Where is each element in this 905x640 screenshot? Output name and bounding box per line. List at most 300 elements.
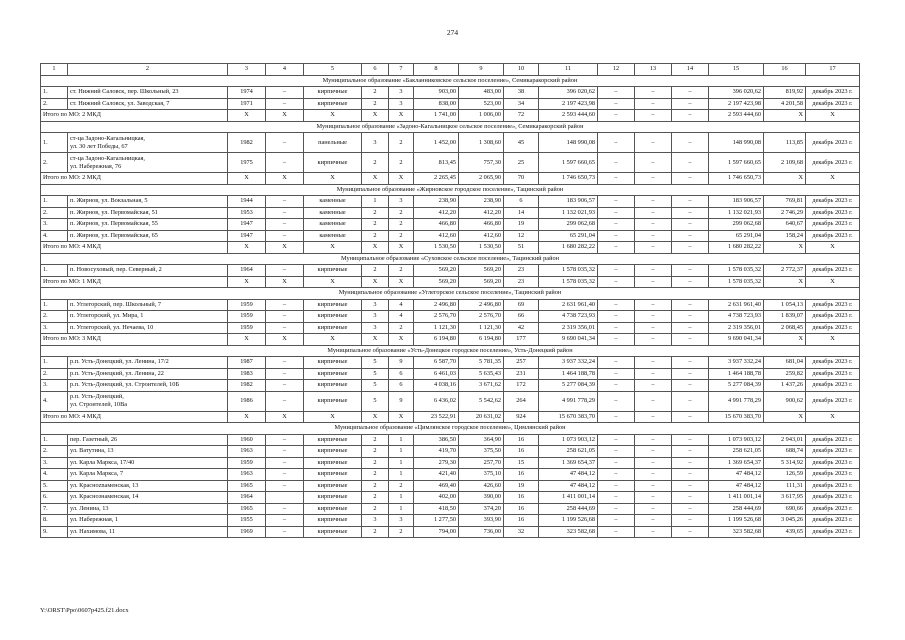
table-cell: 2. <box>41 446 68 458</box>
table-cell: – <box>598 492 635 504</box>
table-cell: 1 132 021,93 <box>709 207 764 219</box>
total-cell: X <box>362 242 389 254</box>
table-cell: 38 <box>504 87 539 99</box>
table-cell: 1947 <box>228 230 266 242</box>
table-cell: кирпичные <box>304 469 362 481</box>
table-cell: 3 937 332,24 <box>539 357 598 369</box>
total-cell: – <box>598 276 635 288</box>
column-number: 7 <box>389 64 414 76</box>
table-cell: 1 452,00 <box>414 133 459 153</box>
table-cell: 2 <box>389 230 414 242</box>
table-cell: 819,92 <box>764 87 806 99</box>
table-row <box>41 480 860 492</box>
total-cell: – <box>635 334 672 346</box>
table-cell: 2 <box>389 480 414 492</box>
table-cell: – <box>635 87 672 99</box>
table-cell: 412,60 <box>414 230 459 242</box>
table-cell: 19 <box>504 480 539 492</box>
table-cell: – <box>266 446 304 458</box>
table-cell: 42 <box>504 322 539 334</box>
total-cell: 1 006,00 <box>459 110 504 122</box>
table-cell: 1 369 654,37 <box>539 457 598 469</box>
table-cell: 183 906,57 <box>709 196 764 208</box>
table-cell: 8. <box>41 515 68 527</box>
table-cell: р.п. Усть-Донецкий, ул. Строителей, 10Б <box>68 380 228 392</box>
total-cell: X <box>389 411 414 423</box>
table-cell: 426,60 <box>459 480 504 492</box>
table-cell: 23 <box>504 265 539 277</box>
total-cell: 1 746 650,73 <box>539 173 598 185</box>
table-cell: 1983 <box>228 368 266 380</box>
table-cell: 2 <box>362 230 389 242</box>
table-cell: – <box>672 434 709 446</box>
table-cell: ст-ца Задоно-Кагальницкая, ул. Набережная, 76 <box>68 153 228 173</box>
table-cell: 1. <box>41 434 68 446</box>
table-cell: 364,90 <box>459 434 504 446</box>
table-cell: п. Углегорский, ул. Нечаева, 10 <box>68 322 228 334</box>
table-cell: п. Жирнов, ул. Вокзальная, 5 <box>68 196 228 208</box>
table-cell: 1959 <box>228 299 266 311</box>
table-cell: 1 369 654,37 <box>709 457 764 469</box>
table-cell: 47 484,12 <box>539 480 598 492</box>
table-cell: 5 277 084,39 <box>539 380 598 392</box>
table-cell: – <box>635 322 672 334</box>
table-cell: 279,30 <box>414 457 459 469</box>
table-cell: панельные <box>304 133 362 153</box>
total-cell: – <box>598 411 635 423</box>
table-cell: 1. <box>41 87 68 99</box>
total-cell: X <box>764 334 806 346</box>
total-cell: 15 670 383,70 <box>539 411 598 423</box>
total-cell: 70 <box>504 173 539 185</box>
table-cell: 3. <box>41 380 68 392</box>
section-title: Муниципальное образование «Углегорское сельское поселение», Тацинский район <box>41 288 860 300</box>
table-cell: 1955 <box>228 515 266 527</box>
table-cell: – <box>672 526 709 538</box>
table-cell: кирпичные <box>304 446 362 458</box>
table-cell: 9. <box>41 526 68 538</box>
table-cell: 1964 <box>228 265 266 277</box>
total-cell: X <box>389 242 414 254</box>
table-cell: – <box>672 98 709 110</box>
table-cell: кирпичные <box>304 515 362 527</box>
table-cell: 396 020,62 <box>709 87 764 99</box>
total-cell: 2 593 444,60 <box>539 110 598 122</box>
table-cell: 6. <box>41 492 68 504</box>
table-cell: 412,60 <box>459 230 504 242</box>
section-title: Муниципальное образование «Жирновское городское поселение», Тацинский район <box>41 184 860 196</box>
total-cell: – <box>598 173 635 185</box>
table-cell: 258 621,05 <box>539 446 598 458</box>
table-cell: 4 <box>389 311 414 323</box>
table-cell: 2 <box>389 265 414 277</box>
table-cell: 16 <box>504 446 539 458</box>
total-cell: 1 578 035,32 <box>539 276 598 288</box>
table-cell: 1 578 035,32 <box>539 265 598 277</box>
footer-file-path: Y:\ORST\Ppo\0607p425.f21.docx <box>40 607 129 614</box>
table-cell: – <box>635 457 672 469</box>
total-cell: X <box>266 242 304 254</box>
total-cell: 23 <box>504 276 539 288</box>
total-row <box>41 411 860 423</box>
table-cell: кирпичные <box>304 480 362 492</box>
table-cell: 2. <box>41 98 68 110</box>
section-title-row <box>41 253 860 265</box>
table-row <box>41 526 860 538</box>
table-cell: кирпичные <box>304 98 362 110</box>
table-cell: 412,20 <box>459 207 504 219</box>
table-cell: 3 <box>389 196 414 208</box>
table-cell: 1 121,30 <box>459 322 504 334</box>
table-cell: – <box>266 515 304 527</box>
table-cell: 1 199 526,68 <box>709 515 764 527</box>
column-number: 13 <box>635 64 672 76</box>
table-cell: 183 906,57 <box>539 196 598 208</box>
total-cell: 51 <box>504 242 539 254</box>
table-cell: 16 <box>504 469 539 481</box>
table-cell: 6 587,70 <box>414 357 459 369</box>
table-cell: 688,74 <box>764 446 806 458</box>
total-cell: X <box>304 411 362 423</box>
table-cell: 1959 <box>228 311 266 323</box>
table-cell: – <box>635 503 672 515</box>
table-cell: 9 <box>389 357 414 369</box>
table-cell: – <box>598 196 635 208</box>
table-cell: – <box>672 207 709 219</box>
table-cell: 5 <box>362 357 389 369</box>
total-cell: X <box>266 411 304 423</box>
table-cell: 2 496,80 <box>414 299 459 311</box>
table-cell: 1974 <box>228 87 266 99</box>
table-cell: 2 <box>362 434 389 446</box>
table-cell: 6 <box>504 196 539 208</box>
table-cell: 421,40 <box>414 469 459 481</box>
total-cell: X <box>764 173 806 185</box>
table-cell: 126,59 <box>764 469 806 481</box>
table-cell: п. Углегорский, пер. Школьный, 7 <box>68 299 228 311</box>
table-cell: 396 020,62 <box>539 87 598 99</box>
table-cell: 1964 <box>228 492 266 504</box>
table-cell: 2 772,37 <box>764 265 806 277</box>
table-cell: – <box>266 299 304 311</box>
table-cell: ул. Карла Маркса, 17/40 <box>68 457 228 469</box>
table-cell: 172 <box>504 380 539 392</box>
table-cell: кирпичные <box>304 391 362 411</box>
table-cell: 16 <box>504 434 539 446</box>
table-cell: декабрь 2023 г. <box>806 153 860 173</box>
table-cell: – <box>672 457 709 469</box>
section-title-row <box>41 423 860 435</box>
total-cell: – <box>672 411 709 423</box>
table-cell: 65 291,04 <box>709 230 764 242</box>
table-cell: 2 197 423,98 <box>709 98 764 110</box>
table-cell: – <box>635 515 672 527</box>
column-number: 8 <box>414 64 459 76</box>
total-cell: X <box>266 276 304 288</box>
total-cell: X <box>806 334 860 346</box>
table-cell: – <box>635 207 672 219</box>
table-cell: 402,00 <box>414 492 459 504</box>
table-cell: 2 496,80 <box>459 299 504 311</box>
total-cell: X <box>266 334 304 346</box>
table-cell: – <box>266 434 304 446</box>
total-cell: X <box>389 110 414 122</box>
table-cell: – <box>266 380 304 392</box>
table-cell: – <box>598 207 635 219</box>
section-title: Муниципальное образование «Бакланниковское сельское поселение», Семикаракорский район <box>41 75 860 87</box>
table-cell: 390,00 <box>459 492 504 504</box>
table-cell: кирпичные <box>304 153 362 173</box>
table-cell: – <box>266 219 304 231</box>
table-cell: 439,65 <box>764 526 806 538</box>
table-cell: – <box>266 357 304 369</box>
table-cell: 769,81 <box>764 196 806 208</box>
table-cell: 1987 <box>228 357 266 369</box>
table-cell: каменные <box>304 207 362 219</box>
table-cell: 4 991 778,29 <box>709 391 764 411</box>
table-cell: декабрь 2023 г. <box>806 380 860 392</box>
total-cell: X <box>304 110 362 122</box>
table-cell: 466,80 <box>459 219 504 231</box>
table-cell: 1 <box>389 469 414 481</box>
table-cell: – <box>672 87 709 99</box>
table-cell: – <box>598 526 635 538</box>
total-cell: X <box>228 411 266 423</box>
table-cell: – <box>672 480 709 492</box>
table-cell: – <box>598 153 635 173</box>
table-cell: 238,90 <box>414 196 459 208</box>
total-cell: – <box>635 173 672 185</box>
total-row <box>41 242 860 254</box>
table-cell: кирпичные <box>304 299 362 311</box>
table-cell: декабрь 2023 г. <box>806 133 860 153</box>
total-cell: X <box>806 411 860 423</box>
total-cell: – <box>672 334 709 346</box>
table-cell: п. Жирнов, ул. Первомайская, 65 <box>68 230 228 242</box>
total-cell: – <box>672 110 709 122</box>
table-cell: 3 <box>389 98 414 110</box>
table-cell: 2 319 356,01 <box>709 322 764 334</box>
table-cell: 259,82 <box>764 368 806 380</box>
total-cell: X <box>806 173 860 185</box>
column-number: 3 <box>228 64 266 76</box>
table-cell: 65 291,04 <box>539 230 598 242</box>
total-cell: X <box>266 173 304 185</box>
table-cell: 5 <box>362 368 389 380</box>
table-cell: 299 062,68 <box>709 219 764 231</box>
table-cell: 4. <box>41 469 68 481</box>
table-cell: 1 464 188,78 <box>539 368 598 380</box>
table-cell: – <box>266 469 304 481</box>
table-cell: декабрь 2023 г. <box>806 322 860 334</box>
table-cell: – <box>672 196 709 208</box>
table-cell: 47 484,12 <box>709 480 764 492</box>
table-cell: 14 <box>504 207 539 219</box>
table-cell: 736,00 <box>459 526 504 538</box>
table-row <box>41 368 860 380</box>
total-cell: X <box>362 276 389 288</box>
table-cell: декабрь 2023 г. <box>806 434 860 446</box>
total-cell: X <box>304 173 362 185</box>
table-cell: – <box>635 219 672 231</box>
table-cell: – <box>598 457 635 469</box>
table-row <box>41 469 860 481</box>
total-cell: X <box>389 334 414 346</box>
table-row <box>41 299 860 311</box>
table-cell: – <box>598 87 635 99</box>
column-number: 9 <box>459 64 504 76</box>
table-cell: декабрь 2023 г. <box>806 515 860 527</box>
table-cell: 1 411 001,14 <box>709 492 764 504</box>
table-cell: 2 <box>389 207 414 219</box>
table-cell: декабрь 2023 г. <box>806 299 860 311</box>
table-cell: 2 <box>362 98 389 110</box>
table-cell: 69 <box>504 299 539 311</box>
table-cell: 2 <box>362 87 389 99</box>
table-cell: 3 <box>389 515 414 527</box>
table-cell: – <box>266 153 304 173</box>
total-cell: X <box>764 411 806 423</box>
total-cell: 6 194,80 <box>414 334 459 346</box>
table-row <box>41 98 860 110</box>
total-cell: 9 690 041,34 <box>539 334 598 346</box>
table-cell: 1959 <box>228 457 266 469</box>
table-cell: 1 277,50 <box>414 515 459 527</box>
table-cell: 47 484,12 <box>709 469 764 481</box>
table-cell: ст-ца Задоно-Кагальницкая, ул. 30 лет Победы, 67 <box>68 133 228 153</box>
table-cell: 2 068,45 <box>764 322 806 334</box>
total-cell: – <box>598 110 635 122</box>
total-cell: – <box>672 173 709 185</box>
table-row <box>41 196 860 208</box>
total-row <box>41 173 860 185</box>
table-cell: 45 <box>504 133 539 153</box>
table-cell: 569,20 <box>459 265 504 277</box>
table-row <box>41 133 860 153</box>
table-cell: 2 631 961,40 <box>539 299 598 311</box>
section-title-row <box>41 288 860 300</box>
table-cell: 2 <box>389 526 414 538</box>
column-number: 14 <box>672 64 709 76</box>
table-cell: 32 <box>504 526 539 538</box>
table-cell: 2 <box>389 153 414 173</box>
table-cell: каменные <box>304 196 362 208</box>
table-cell: декабрь 2023 г. <box>806 230 860 242</box>
table-cell: декабрь 2023 г. <box>806 219 860 231</box>
table-cell: 3 <box>362 311 389 323</box>
table-cell: декабрь 2023 г. <box>806 492 860 504</box>
table-cell: 386,50 <box>414 434 459 446</box>
table-cell: 1 437,26 <box>764 380 806 392</box>
table-cell: декабрь 2023 г. <box>806 265 860 277</box>
table-row <box>41 380 860 392</box>
table-cell: 1986 <box>228 391 266 411</box>
table-cell: 2 <box>362 492 389 504</box>
table-cell: 2 <box>389 133 414 153</box>
table-cell: 375,50 <box>459 446 504 458</box>
table-cell: 1969 <box>228 526 266 538</box>
table-cell: 1 <box>389 457 414 469</box>
table-cell: 1 597 660,65 <box>539 153 598 173</box>
total-cell: 2 265,45 <box>414 173 459 185</box>
table-cell: декабрь 2023 г. <box>806 457 860 469</box>
table-cell: 6 436,02 <box>414 391 459 411</box>
total-cell: 1 578 035,32 <box>709 276 764 288</box>
table-cell: 5. <box>41 480 68 492</box>
table-cell: декабрь 2023 г. <box>806 368 860 380</box>
table-cell: 393,90 <box>459 515 504 527</box>
table-cell: 418,50 <box>414 503 459 515</box>
table-cell: 2 576,70 <box>414 311 459 323</box>
table-cell: 1959 <box>228 322 266 334</box>
total-cell: X <box>362 334 389 346</box>
table-cell: 1. <box>41 299 68 311</box>
table-row <box>41 434 860 446</box>
table-cell: 1 308,60 <box>459 133 504 153</box>
table-cell: – <box>672 133 709 153</box>
table-row <box>41 311 860 323</box>
table-cell: ст. Нижний Саловск, ул. Заводская, 7 <box>68 98 228 110</box>
table-cell: 900,62 <box>764 391 806 411</box>
table-cell: кирпичные <box>304 503 362 515</box>
table-cell: 148 990,08 <box>709 133 764 153</box>
table-cell: 1965 <box>228 480 266 492</box>
table-cell: – <box>635 196 672 208</box>
table-cell: 2 109,68 <box>764 153 806 173</box>
section-title: Муниципальное образование «Задоно-Кагальницкое сельское поселение», Семикаракорский район <box>41 121 860 133</box>
table-cell: – <box>672 446 709 458</box>
table-cell: 4 991 778,29 <box>539 391 598 411</box>
table-cell: 5 781,35 <box>459 357 504 369</box>
total-cell: 9 690 041,34 <box>709 334 764 346</box>
total-cell: – <box>635 242 672 254</box>
table-cell: кирпичные <box>304 357 362 369</box>
table-cell: 1 <box>389 434 414 446</box>
table-cell: 3 <box>362 299 389 311</box>
table-cell: кирпичные <box>304 311 362 323</box>
table-cell: 569,20 <box>414 265 459 277</box>
table-cell: 2 <box>362 480 389 492</box>
table-cell: 813,45 <box>414 153 459 173</box>
total-cell: 15 670 383,70 <box>709 411 764 423</box>
table-cell: декабрь 2023 г. <box>806 469 860 481</box>
table-cell: 7. <box>41 503 68 515</box>
table-cell: ул. Карла Маркса, 7 <box>68 469 228 481</box>
table-cell: 4 201,58 <box>764 98 806 110</box>
section-title: Муниципальное образование «Цимлянское городское поселение», Цимлянский район <box>41 423 860 435</box>
total-label: Итого по МО: 1 МКД <box>41 276 228 288</box>
column-number: 4 <box>266 64 304 76</box>
table-cell: 1 411 001,14 <box>539 492 598 504</box>
table-cell: 2 631 961,40 <box>709 299 764 311</box>
table-cell: 2 <box>362 207 389 219</box>
table-cell: – <box>635 357 672 369</box>
total-cell: X <box>304 242 362 254</box>
table-cell: – <box>598 503 635 515</box>
table-cell: – <box>598 469 635 481</box>
total-cell: 23 522,91 <box>414 411 459 423</box>
table-cell: – <box>598 434 635 446</box>
table-row <box>41 153 860 173</box>
table-cell: 113,85 <box>764 133 806 153</box>
table-cell: 111,31 <box>764 480 806 492</box>
table-cell: 1963 <box>228 446 266 458</box>
column-number: 2 <box>68 64 228 76</box>
table-cell: 264 <box>504 391 539 411</box>
table-cell: декабрь 2023 г. <box>806 503 860 515</box>
table-cell: 16 <box>504 503 539 515</box>
table-cell: декабрь 2023 г. <box>806 207 860 219</box>
